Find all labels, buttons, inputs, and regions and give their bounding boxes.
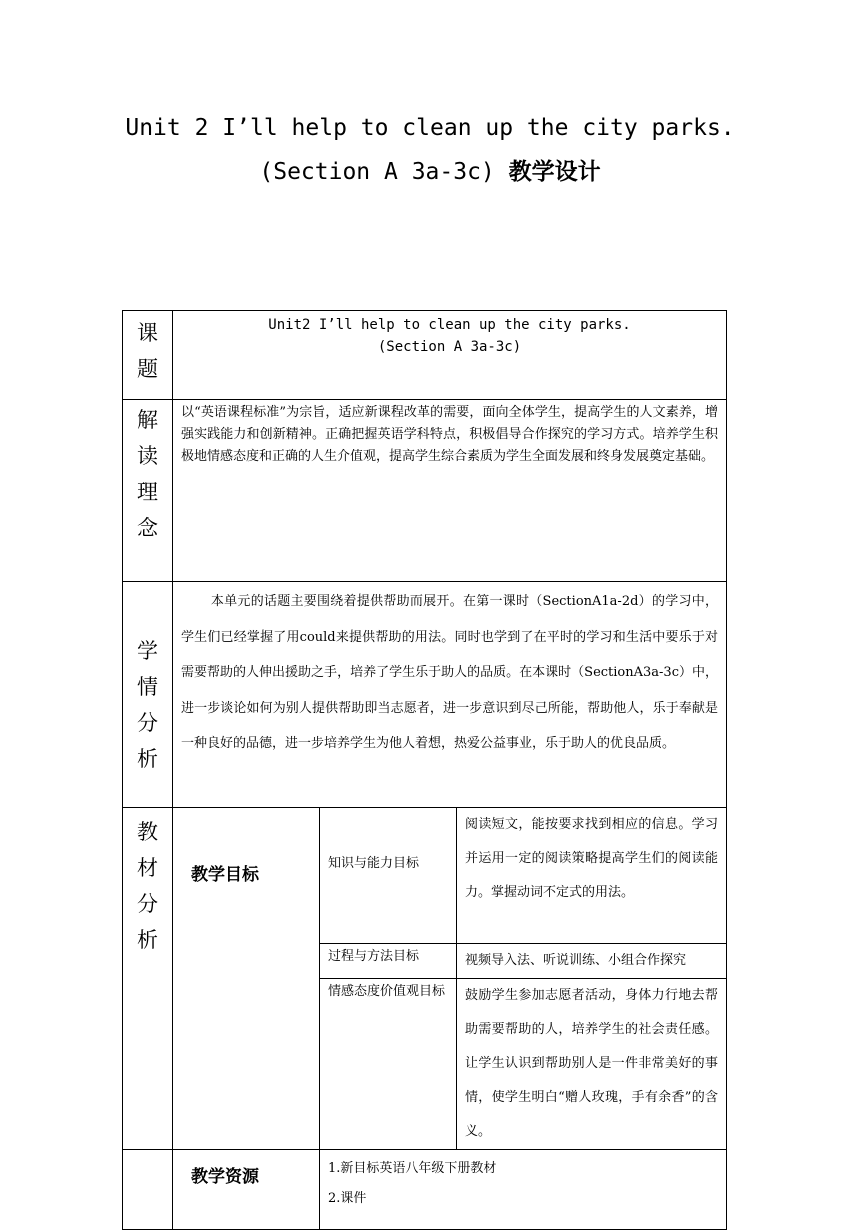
goal-name: 知识与能力目标 <box>328 856 420 871</box>
philosophy-label-char: 读 <box>137 444 158 468</box>
goal-desc-cell <box>457 944 727 979</box>
philosophy-label-char: 解 <box>137 408 158 432</box>
analysis-label-char: 情 <box>137 674 158 699</box>
goal-desc: 阅读短文，能按要求找到相应的信息。学习并运用一定的阅读策略提高学生们的阅读能力。掌握动词不定式的用法。 <box>465 817 719 900</box>
analysis-label-char: 分 <box>137 710 158 735</box>
materials-label-char: 材 <box>137 856 158 880</box>
resources-label-cell <box>173 1150 320 1230</box>
topic-row <box>123 311 727 400</box>
analysis-label-cell <box>123 582 173 808</box>
lesson-plan-table <box>122 310 727 1230</box>
philosophy-label-char: 念 <box>137 516 158 540</box>
analysis-label-char: 析 <box>137 746 158 771</box>
materials-label-cell <box>123 808 173 1150</box>
goal-desc: 视频导入法、听说训练、小组合作探究 <box>465 953 687 968</box>
philosophy-label-char: 理 <box>137 480 158 504</box>
resources-label: 教学资源 <box>191 1167 259 1187</box>
topic-line2: (Section A 3a-3c) <box>377 339 522 355</box>
topic-line1: Unit2 I’ll help to clean up the city parks. <box>268 317 631 333</box>
goal-name: 情感态度价值观目标 <box>328 984 446 999</box>
analysis-content-cell <box>173 582 727 808</box>
topic-content-cell <box>173 311 727 400</box>
materials-label-char: 析 <box>137 928 158 952</box>
document-title-line1: Unit 2 I’ll help to clean up the city parks. <box>125 115 735 141</box>
philosophy-content-cell <box>173 400 727 582</box>
goal-name-cell <box>320 944 457 979</box>
objectives-label-cell <box>173 808 320 1150</box>
topic-label-char: 题 <box>137 357 158 381</box>
resource-item: 1.新目标英语八年级下册教材 <box>328 1161 497 1176</box>
materials-label-char: 教 <box>137 820 158 844</box>
goal-name-cell <box>320 808 457 944</box>
goal-desc-cell <box>457 808 727 944</box>
philosophy-text: 以“英语课程标准”为宗旨，适应新课程改革的需要，面向全体学生，提高学生的人文素养，增强实践能力和创新精神。正确把握英语学科特点，积极倡导合作探究的学习方式。培养学生积极地情感态度和正确的人生介值观，提高学生综合素质为学生全面发展和终身发展奠定基础。 <box>181 405 719 464</box>
document-title-line2 <box>0 157 860 187</box>
goal-desc: 鼓励学生参加志愿者活动，身体力行地去帮助需要帮助的人，培养学生的社会责任感。让学生认识到帮助别人是一件非常美好的事情，使学生明白“赠人玫瑰，手有余香”的含义。 <box>465 988 719 1139</box>
resource-item: 2.课件 <box>328 1191 367 1206</box>
goal-desc-cell <box>457 979 727 1150</box>
materials-label-char: 分 <box>137 892 158 916</box>
topic-label-char: 课 <box>137 321 158 345</box>
analysis-row <box>123 582 727 808</box>
goal-name: 过程与方法目标 <box>328 949 420 964</box>
analysis-label-char: 学 <box>137 638 158 663</box>
philosophy-row <box>123 400 727 582</box>
document-title-suffix: 教学设计 <box>508 159 601 185</box>
document-title-section: (Section A 3a-3c) <box>259 159 509 185</box>
resources-list <box>320 1150 726 1218</box>
resources-row <box>123 1150 727 1230</box>
resources-spacer-cell <box>123 1150 173 1230</box>
objectives-label: 教学目标 <box>191 865 259 885</box>
resources-content-cell <box>320 1150 727 1230</box>
goal-row-1 <box>123 808 727 944</box>
goal-name-cell <box>320 979 457 1150</box>
analysis-text: 本单元的话题主要围绕着提供帮助而展开。在第一课时（SectionA1a-2d）的学习中，学生们已经掌握了用could来提供帮助的用法。同时也学到了在平时的学习和生活中要乐于对需要帮助的人伸出援助之手，培养了学生乐于助人的品质。在本课时（SectionA3a-3c）中，进一步谈论如何为别人提供帮助即当志愿者，进一步意识到尽己所能，帮助他人，乐于奉献是一种良好的品德，进一步培养学生为他人着想，热爱公益事业，乐于助人的优良品质。 <box>181 594 719 751</box>
philosophy-label-cell <box>123 400 173 582</box>
topic-label-cell <box>123 311 173 400</box>
